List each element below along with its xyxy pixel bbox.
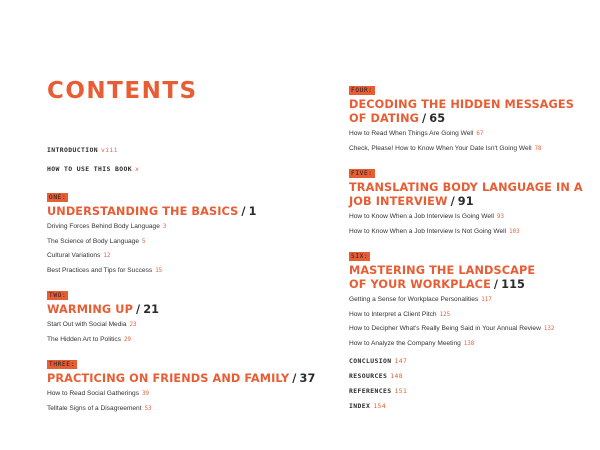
item-text: Getting a Sense for Workplace Personalities (349, 296, 479, 303)
chapter-page: 115 (501, 278, 526, 291)
chapter-five (349, 162, 584, 236)
toc-front-how-to-use[interactable] (47, 165, 317, 174)
entry-page: x (134, 165, 140, 173)
chapter-title-line-2: JOB INTERVIEW (349, 195, 448, 208)
item-page: 93 (497, 214, 504, 220)
item-page: 78 (534, 145, 542, 152)
chapter-heading[interactable] (47, 372, 317, 386)
chapter-title: PRACTICING ON FRIENDS AND FAMILY (47, 372, 290, 385)
list-item[interactable] (349, 228, 584, 237)
chapter-two (47, 284, 317, 344)
separator: / (241, 205, 246, 218)
page-title: CONTENTS (47, 78, 198, 104)
entry-label: HOW TO USE THIS BOOK (47, 165, 132, 173)
chapter-three (47, 353, 317, 413)
item-page: 23 (129, 322, 137, 328)
item-page: 5 (142, 238, 146, 245)
entry-label: INTRODUCTION (47, 146, 98, 154)
item-page: 103 (509, 228, 520, 235)
item-page: 39 (142, 391, 149, 397)
chapter-heading[interactable] (47, 205, 317, 219)
item-page: 29 (124, 336, 132, 343)
chapter-title-line-2: OF YOUR WORKPLACE (349, 278, 491, 291)
chapter-title: UNDERSTANDING THE BASICS (47, 205, 239, 218)
list-item[interactable] (349, 325, 584, 334)
item-page: 15 (155, 267, 163, 274)
chapter-title-line-1: MASTERING THE LANDSCAPE (349, 264, 536, 277)
chapter-label: THREE: (49, 361, 75, 368)
list-item[interactable] (47, 390, 317, 399)
item-text: Best Practices and Tips for Success (47, 266, 153, 274)
chapter-page: 91 (457, 195, 474, 208)
entry-page: 154 (373, 402, 386, 410)
separator: / (422, 112, 427, 125)
toc-back-index[interactable] (349, 402, 584, 411)
chapter-label: SIX: (351, 253, 369, 260)
item-text: How to Know When a Job Interview Is Not Going Well (349, 227, 507, 235)
chapter-title-line-1: TRANSLATING BODY LANGUAGE IN A (349, 181, 583, 194)
chapter-title-line-1: DECODING THE HIDDEN MESSAGES (349, 98, 574, 111)
item-text: The Hidden Art to Politics (47, 335, 122, 343)
chapter-heading[interactable] (349, 264, 584, 292)
chapter-six (349, 245, 584, 348)
list-item[interactable] (47, 252, 317, 261)
item-page: 67 (476, 131, 484, 137)
item-text: The Science of Body Language (47, 237, 140, 245)
chapter-label: ONE: (49, 194, 67, 201)
item-text: How to Read Social Gatherings (47, 390, 139, 397)
list-item[interactable] (349, 145, 584, 154)
item-page: 12 (103, 253, 111, 259)
chapter-four (349, 79, 584, 153)
list-item[interactable] (47, 405, 317, 414)
entry-page: 148 (390, 372, 403, 380)
item-page: 125 (439, 311, 451, 318)
list-item[interactable] (349, 213, 584, 222)
chapter-page: 21 (143, 303, 160, 316)
entry-page: 151 (394, 387, 408, 395)
list-item[interactable] (47, 336, 317, 345)
chapter-label: TWO: (49, 292, 67, 299)
separator: / (450, 195, 455, 208)
item-text: How to Analyze the Company Meeting (349, 339, 461, 347)
list-item[interactable] (349, 296, 584, 305)
chapter-title-line-2: OF DATING (349, 112, 420, 125)
item-text: How to Know When a Job Interview Is Going Well (349, 213, 495, 220)
chapter-heading[interactable] (47, 303, 317, 317)
separator: / (493, 278, 499, 291)
toc-back-resources[interactable] (349, 372, 584, 381)
item-page: 53 (144, 405, 152, 412)
list-item[interactable] (47, 223, 317, 232)
entry-label: REFERENCES (349, 387, 392, 395)
chapter-label: FOUR: (351, 87, 373, 94)
chapter-page: 37 (299, 372, 316, 385)
chapter-label: FIVE: (351, 170, 373, 177)
list-item[interactable] (349, 311, 584, 320)
entry-label: RESOURCES (349, 372, 388, 380)
item-text: Check, Please! How to Know When Your Date Isn't Going Well (349, 144, 532, 152)
item-text: How to Read When Things Are Going Well (349, 130, 474, 137)
toc-back-conclusion[interactable] (349, 357, 584, 366)
separator: / (135, 303, 141, 316)
entry-label: INDEX (349, 402, 371, 410)
chapter-page: 65 (429, 112, 446, 125)
left-column (47, 146, 317, 422)
toc-front-introduction[interactable] (47, 146, 317, 155)
chapter-heading[interactable] (349, 181, 584, 209)
item-text: Driving Forces Behind Body Language (47, 223, 160, 230)
item-page: 138 (463, 340, 475, 347)
list-item[interactable] (47, 321, 317, 330)
right-column (349, 79, 584, 417)
item-page: 3 (162, 224, 167, 230)
separator: / (292, 372, 297, 385)
list-item[interactable] (47, 238, 317, 247)
list-item[interactable] (349, 130, 584, 139)
item-page: 132 (543, 326, 555, 332)
entry-page: 147 (394, 357, 408, 365)
chapter-heading[interactable] (349, 98, 584, 126)
toc-back-references[interactable] (349, 387, 584, 396)
item-text: How to Interpret a Client Pitch (349, 310, 437, 318)
item-page: 117 (481, 297, 492, 303)
entry-label: CONCLUSION (349, 357, 392, 365)
list-item[interactable] (349, 340, 584, 349)
item-text: How to Decipher What's Really Being Said in Your Annual Review (349, 325, 541, 332)
entry-page: viii (100, 146, 118, 154)
item-text: Telltale Signs of a Disagreement (47, 404, 142, 412)
back-matter (349, 357, 584, 411)
chapter-title: WARMING UP (47, 303, 133, 316)
item-text: Cultural Variations (47, 252, 101, 259)
list-item[interactable] (47, 267, 317, 276)
chapter-one (47, 186, 317, 275)
item-text: Start Out with Social Media (47, 321, 127, 328)
chapter-page: 1 (248, 205, 257, 218)
